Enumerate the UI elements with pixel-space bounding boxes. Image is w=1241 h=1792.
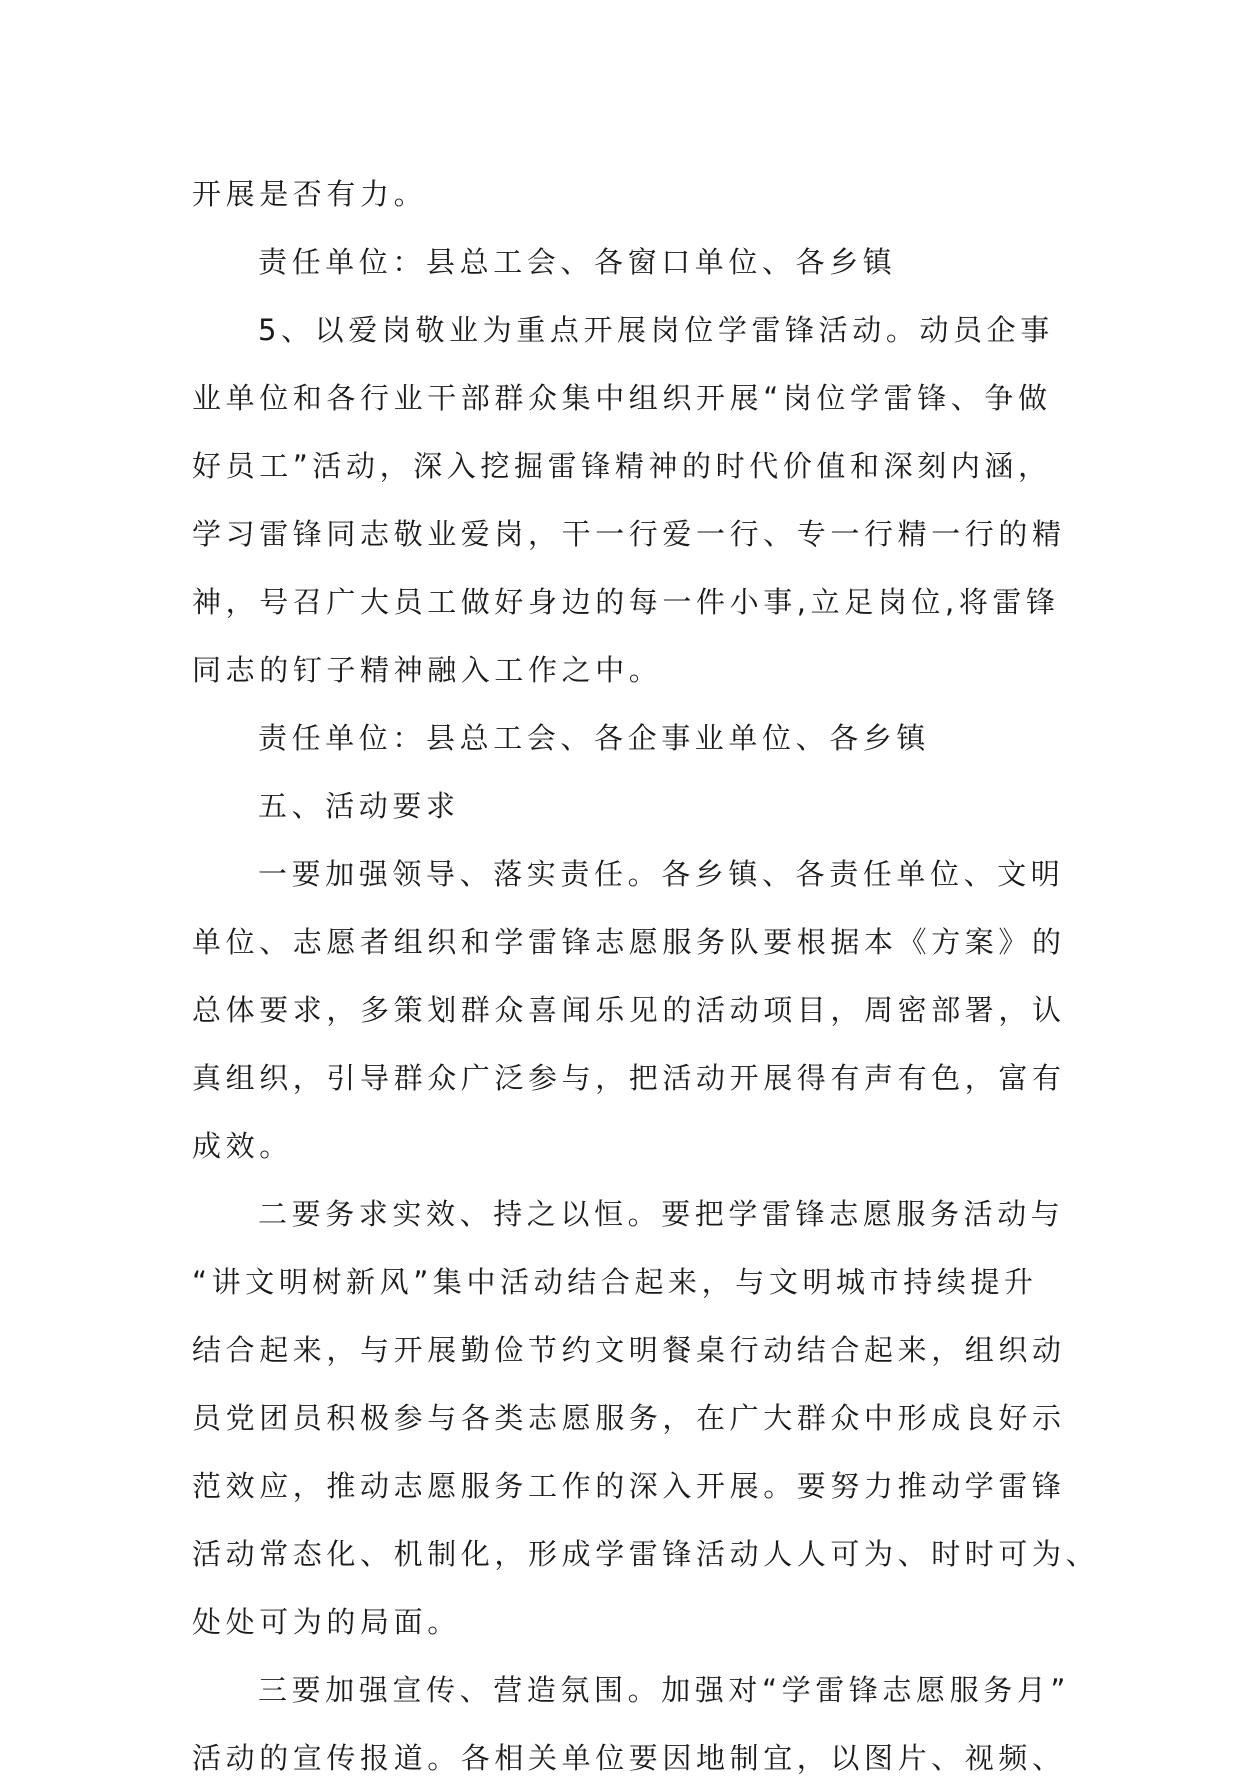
text-line: 真组织，引导群众广泛参与，把活动开展得有声有色，富有 [192, 1061, 1066, 1095]
text-line: 责任单位：县总工会、各企事业单位、各乡镇 [258, 721, 931, 755]
document-body [192, 160, 1100, 1792]
text-line: 开展是否有力。 [192, 177, 428, 211]
text-line: 成效。 [192, 1129, 293, 1163]
text-line: 二要务求实效、持之以恒。要把学雷锋志愿服务活动与 [258, 1197, 1065, 1231]
text-line: 总体要求，多策划群众喜闻乐见的活动项目，周密部署，认 [192, 993, 1066, 1027]
text-line: 员党团员积极参与各类志愿服务，在广大群众中形成良好示 [192, 1401, 1066, 1435]
text-line: 业单位和各行业干部群众集中组织开展“岗位学雷锋、争做 [192, 381, 1052, 415]
text-line: “讲文明树新风”集中活动结合起来，与文明城市持续提升 [192, 1265, 1038, 1299]
text-line: 责任单位：县总工会、各窗口单位、各乡镇 [258, 245, 897, 279]
text-line: 同志的钉子精神融入工作之中。 [192, 653, 663, 687]
text-line: 单位、志愿者组织和学雷锋志愿服务队要根据本《方案》的 [192, 925, 1066, 959]
text-line: 三要加强宣传、营造氛围。加强对“学雷锋志愿服务月” [258, 1673, 1071, 1707]
text-line: 范效应，推动志愿服务工作的深入开展。要努力推动学雷锋 [192, 1469, 1066, 1503]
text-line: 活动常态化、机制化，形成学雷锋活动人人可为、时时可为、 [192, 1537, 1100, 1571]
text-line: 神，号召广大员工做好身边的每一件小事,立足岗位,将雷锋 [192, 585, 1060, 619]
text-line: 5、以爱岗敬业为重点开展岗位学雷锋活动。动员企事 [258, 313, 1054, 347]
text-line: 处处可为的局面。 [192, 1605, 461, 1639]
text-line: 学习雷锋同志敬业爱岗，干一行爱一行、专一行精一行的精 [192, 517, 1066, 551]
text-line: 结合起来，与开展勤俭节约文明餐桌行动结合起来，组织动 [192, 1333, 1066, 1367]
text-line: 好员工”活动，深入挖掘雷锋精神的时代价值和深刻内涵， [192, 449, 1052, 483]
text-line: 活动的宣传报道。各相关单位要因地制宜，以图片、视频、 [192, 1741, 1066, 1775]
text-line: 一要加强领导、落实责任。各乡镇、各责任单位、文明 [258, 857, 1065, 891]
text-line: 五、活动要求 [258, 789, 460, 823]
